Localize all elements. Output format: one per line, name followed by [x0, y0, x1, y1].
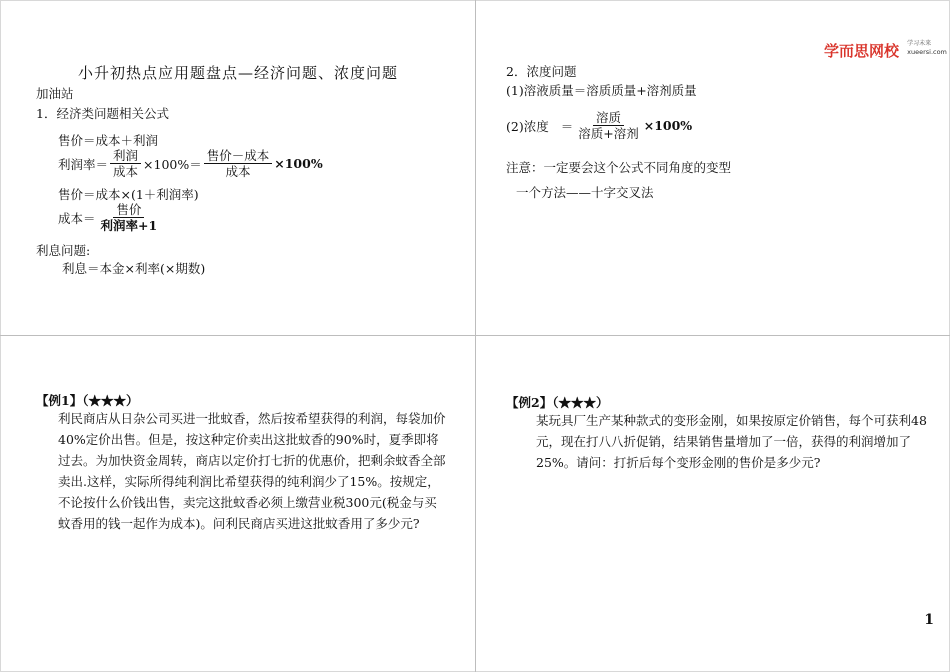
slide1-heading: 1．经济类问题相关公式: [36, 106, 169, 121]
concentration-eq: ＝: [560, 118, 574, 134]
example1-label: 【例1】: [36, 393, 83, 408]
slide2-method: 一个方法——十字交叉法: [516, 185, 654, 200]
cost-lhs: 成本＝: [58, 210, 96, 226]
example1-stars: （★★★）: [82, 393, 139, 408]
vertical-divider: [475, 0, 476, 672]
profit-rate-lhs: 利润率＝: [58, 156, 109, 172]
fraction-denominator: 成本: [225, 164, 251, 179]
interest-formula: 利息＝本金×利率(×期数): [62, 261, 206, 276]
formula-solution-mass: (1)溶液质量＝溶质质量+溶剂质量: [506, 83, 697, 98]
page-number: 1: [924, 612, 934, 628]
profit-rate-mid: ×100%＝: [143, 156, 202, 172]
logo-side: [907, 40, 947, 56]
fraction-denominator: 溶质+溶剂: [578, 126, 639, 141]
logo-text: 学而思网校: [824, 42, 900, 60]
fraction-denominator: 成本: [113, 164, 139, 179]
fraction-profit-cost: [110, 148, 141, 179]
formula-concentration: [506, 110, 692, 141]
formula-profit-rate: [58, 148, 323, 179]
fraction-solute-solution: [575, 110, 641, 141]
fraction-price-rate: [98, 202, 161, 233]
example2-text: 某玩具厂生产某种款式的变形金刚，如果按原定价销售，每个可获利48元，现在打八八折促销，结果销售量增加了一倍，获得的利润增加了25%。请问：打折后每个变形金刚的售价是多少元?: [536, 413, 927, 470]
interest-heading: 利息问题:: [36, 243, 91, 258]
horizontal-divider: [0, 335, 950, 336]
concentration-tail: ×100%: [643, 118, 693, 133]
formula-price-from-cost: 售价＝成本×(1＋利润率): [58, 187, 199, 202]
example1-text: 利民商店从日杂公司买进一批蚊香，然后按希望获得的利润，每袋加价40%定价出售。但是，按这种定价卖出这批蚊香的90%时，夏季即将过去。为加快资金周转，商店以定价打七折的优惠价，把剩余蚊香全部卖出.这样，实际所得纯利润比希望获得的纯利润少了15%。按规定，不论按什么价钱出售，卖完这批蚊香必须上缴营业税300元(税金与买蚊香用的钱一起作为成本)。问利民商店买进这批蚊香用了多少元?: [58, 411, 446, 531]
fraction-denominator: 利润率+1: [100, 218, 158, 233]
slide1-title: 小升初热点应用题盘点—经济问题、浓度问题: [78, 64, 399, 82]
fraction-numerator: 售价－成本: [204, 148, 273, 164]
example2-label: 【例2】: [506, 395, 553, 410]
concentration-lhs: (2)浓度: [506, 118, 549, 134]
fraction-numerator: 溶质: [593, 110, 624, 126]
example1-header: [36, 391, 138, 409]
slide2-heading: 2．浓度问题: [506, 64, 577, 79]
slide1-subtitle: 加油站: [36, 86, 74, 101]
fraction-numerator: 售价: [113, 202, 144, 218]
slide2-note: 注意：一定要会这个公式不同角度的变型: [506, 160, 732, 175]
example2-header: [506, 393, 608, 411]
fraction-margin-cost: [204, 148, 273, 179]
logo-tagline: 学习未来: [907, 40, 932, 47]
example2-stars: （★★★）: [552, 395, 609, 410]
profit-rate-tail: ×100%: [274, 156, 323, 171]
logo-url: xueersi.com: [907, 48, 947, 56]
fraction-numerator: 利润: [110, 148, 141, 164]
formula-cost: [58, 202, 162, 233]
brand-logo: [824, 40, 947, 61]
formula-price: 售价＝成本＋利润: [58, 133, 159, 148]
